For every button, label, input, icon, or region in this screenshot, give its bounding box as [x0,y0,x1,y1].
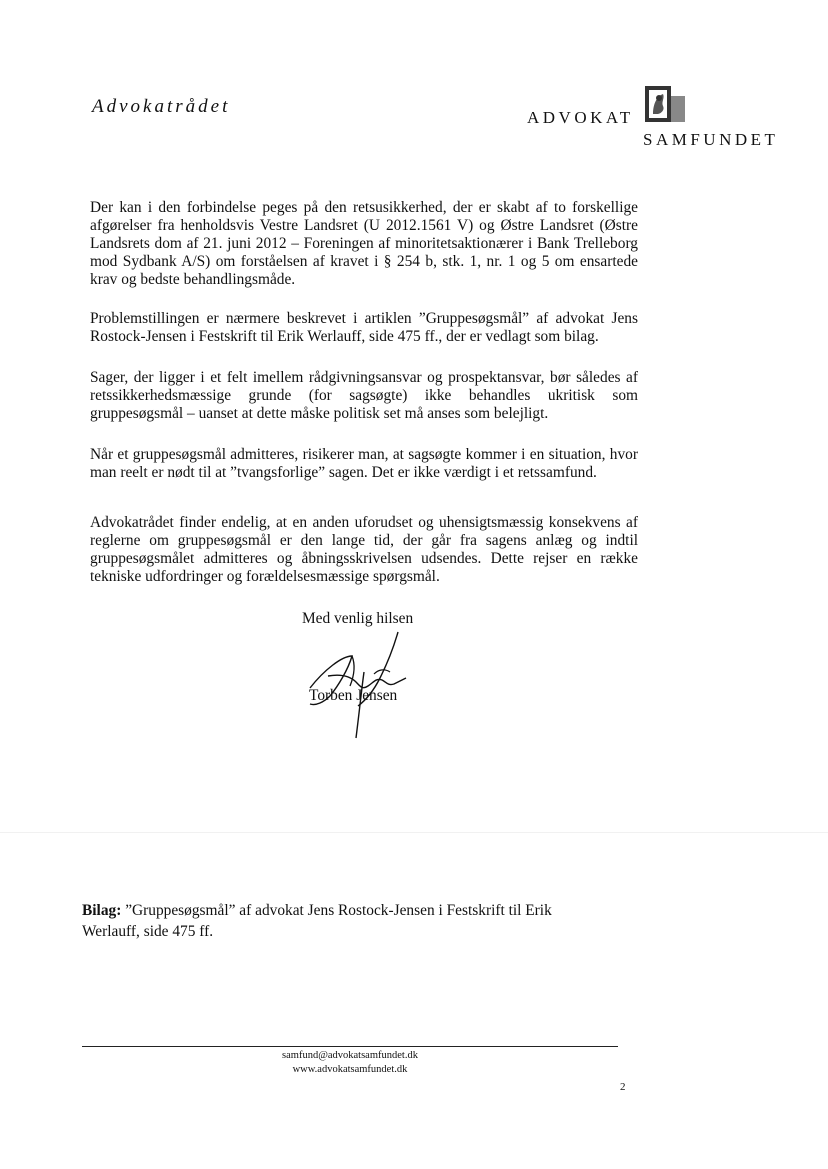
body-paragraph: Når et gruppesøgsmål admitteres, risikerer man, at sagsøgte kommer i en situation, hvor man reelt er nødt til at ”tvangsforlige” sagen. Det er ikke værdigt i et retssamfund. [90,446,638,482]
body-paragraph: Advokatrådet finder endelig, at en anden uforudset og uhensigtsmæssig konsekvens af reglerne om gruppesøgsmål er den lange tid, der går fra sagens anlæg og indtil gruppesøgsmålet admitteres og åbningsskrivelsen udsendes. Dette rejser en række tekniske udfordringer og forældelsesmæssige spørgsmål. [90,514,638,586]
page-number: 2 [620,1081,626,1093]
attachment-text: ”Gruppesøgsmål” af advokat Jens Rostock-Jensen i Festskrift til Erik Werlauff, side 475 ff. [82,902,552,941]
closing-greeting: Med venlig hilsen [302,610,414,627]
footer-divider [82,1046,618,1047]
body-paragraph: Problemstillingen er nærmere beskrevet i artiklen ”Gruppesøgsmål” af advokat Jens Rostock-Jensen i Festskrift til Erik Werlauff, side 475 ff., der er vedlagt som bilag. [90,310,638,346]
advokatsamfundet-emblem-icon [643,84,687,124]
attachment-label: Bilag: [82,902,122,920]
advokatsamfundet-logo [527,84,797,156]
handwritten-signature [290,626,440,744]
body-paragraph: Der kan i den forbindelse peges på den retsusikkerhed, der er skabt af to forskellige afgørelser fra henholdsvis Vestre Landsret (U 2012.1561 V) og Østre Landsret (Østre Landsrets dom af 21. juni 2012 – Foreningen af minoritetsaktionærer i Bank Trelleborg mod Sydbank A/S) om forståelsen af kravet i § 254 b, stk. 1, nr. 1 og 5 om ensartede krav og bedste behandlingsmåde. [90,199,638,289]
header-title: Advokatrådet [92,96,231,117]
page-divider [0,832,828,833]
signer-name: Torben Jensen [309,687,398,704]
logo-word-advokat: ADVOKAT [527,108,634,127]
footer-website: www.advokatsamfundet.dk [292,1064,408,1075]
logo-word-samfundet: SAMFUNDET [643,130,779,149]
footer-email: samfund@advokatsamfundet.dk [282,1050,418,1061]
body-paragraph: Sager, der ligger i et felt imellem rådgivningsansvar og prospektansvar, bør således af retssikkerhedsmæssige grunde (for sagsøgte) ikke behandles ukritisk som gruppesøgsmål – uanset at dette måske politisk set må anses som belejligt. [90,369,638,423]
attachment-note [82,900,602,942]
